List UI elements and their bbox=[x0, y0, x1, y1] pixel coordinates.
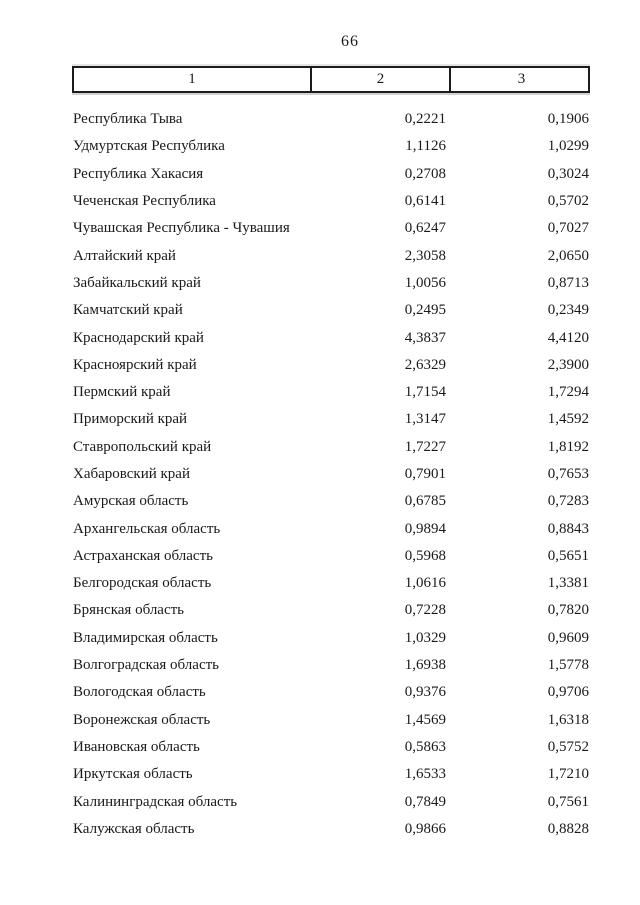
region-name: Республика Тыва bbox=[73, 111, 183, 128]
value-column-3: 2,3900 bbox=[547, 356, 589, 373]
table-row bbox=[73, 379, 589, 406]
region-name: Удмуртская Республика bbox=[73, 138, 225, 155]
region-name: Вологодская область bbox=[73, 684, 206, 701]
value-column-2: 0,7901 bbox=[404, 466, 446, 482]
value-column-3: 1,3381 bbox=[547, 575, 589, 592]
value-column-3: 0,7561 bbox=[547, 793, 589, 810]
value-column-2: 0,6141 bbox=[404, 193, 446, 210]
region-name: Волгоградская область bbox=[73, 657, 219, 674]
table-row bbox=[73, 106, 589, 133]
value-column-2: 1,0616 bbox=[404, 575, 446, 592]
value-column-3: 1,7210 bbox=[547, 766, 589, 783]
value-column-2: 1,6533 bbox=[404, 766, 446, 783]
table-row bbox=[73, 570, 589, 597]
page-number: 66 bbox=[341, 33, 359, 50]
table-row bbox=[73, 679, 589, 706]
region-name: Брянская область bbox=[73, 602, 185, 619]
table-row bbox=[73, 434, 589, 461]
value-column-2: 0,9376 bbox=[404, 684, 446, 701]
region-name: Чувашская Республика - Чувашия bbox=[73, 220, 290, 237]
value-column-3: 0,2349 bbox=[547, 302, 589, 319]
region-name: Ставропольский край bbox=[73, 438, 212, 455]
value-column-2: 1,0329 bbox=[404, 629, 446, 646]
region-name: Астраханская область bbox=[73, 547, 213, 564]
table-row bbox=[73, 597, 589, 624]
region-name: Ивановская область bbox=[73, 738, 200, 755]
value-column-2: 1,0056 bbox=[404, 274, 446, 291]
value-column-2: 1,7154 bbox=[404, 384, 446, 401]
table-row bbox=[73, 161, 589, 188]
region-name: Хабаровский край bbox=[73, 466, 190, 482]
region-name: Алтайский край bbox=[73, 247, 176, 264]
value-column-3: 1,8192 bbox=[547, 438, 589, 455]
region-name: Красноярский край bbox=[73, 356, 197, 373]
value-column-3: 4,4120 bbox=[547, 329, 589, 346]
value-column-2: 2,6329 bbox=[404, 356, 446, 373]
region-name: Иркутская область bbox=[73, 766, 193, 783]
table-row bbox=[73, 188, 589, 215]
region-name: Калужская область bbox=[73, 820, 195, 837]
value-column-3: 0,3024 bbox=[547, 165, 589, 182]
region-name: Воронежская область bbox=[73, 711, 211, 728]
value-column-2: 0,2708 bbox=[404, 165, 446, 182]
value-column-3: 0,5702 bbox=[547, 193, 589, 210]
regions-table-body bbox=[73, 106, 589, 843]
value-column-3: 0,7283 bbox=[547, 493, 589, 510]
value-column-3: 1,4592 bbox=[547, 411, 589, 428]
region-name: Амурская область bbox=[73, 493, 189, 510]
region-name: Пермский край bbox=[73, 384, 171, 401]
value-column-3: 0,1906 bbox=[547, 111, 589, 128]
value-column-2: 0,5863 bbox=[404, 738, 446, 755]
region-name: Республика Хакасия bbox=[73, 165, 204, 182]
column-header-2: 2 bbox=[310, 68, 449, 91]
value-column-2: 0,7849 bbox=[404, 793, 446, 810]
value-column-2: 1,3147 bbox=[404, 411, 446, 428]
value-column-2: 0,9866 bbox=[404, 820, 446, 837]
table-row bbox=[73, 707, 589, 734]
table-row bbox=[73, 515, 589, 542]
value-column-3: 0,9609 bbox=[547, 629, 589, 646]
table-row bbox=[73, 297, 589, 324]
region-name: Владимирская область bbox=[73, 629, 218, 646]
table-row bbox=[73, 734, 589, 761]
value-column-3: 0,5651 bbox=[547, 547, 589, 564]
value-column-2: 0,5968 bbox=[404, 547, 446, 564]
region-name: Камчатский край bbox=[73, 302, 183, 319]
region-name: Белгородская область bbox=[73, 575, 212, 592]
value-column-2: 4,3837 bbox=[404, 329, 446, 346]
value-column-3: 0,7027 bbox=[547, 220, 589, 237]
table-row bbox=[73, 133, 589, 160]
value-column-3: 1,7294 bbox=[547, 384, 589, 401]
value-column-3: 2,0650 bbox=[547, 247, 589, 264]
table-row bbox=[73, 788, 589, 815]
region-name: Приморский край bbox=[73, 411, 188, 428]
value-column-3: 0,5752 bbox=[547, 738, 589, 755]
region-name: Чеченская Республика bbox=[73, 193, 216, 210]
value-column-3: 0,8713 bbox=[547, 274, 589, 291]
value-column-3: 1,5778 bbox=[547, 657, 589, 674]
column-header-1: 1 bbox=[188, 71, 196, 87]
table-row bbox=[73, 215, 589, 242]
value-column-2: 1,7227 bbox=[404, 438, 446, 455]
column-header-3: 3 bbox=[449, 68, 592, 91]
table-row bbox=[73, 270, 589, 297]
table-row bbox=[73, 488, 589, 515]
table-row bbox=[73, 816, 589, 843]
value-column-3: 0,8843 bbox=[547, 520, 589, 537]
value-column-2: 0,2221 bbox=[404, 111, 446, 128]
value-column-2: 0,9894 bbox=[404, 520, 446, 537]
value-column-2: 2,3058 bbox=[404, 247, 446, 264]
value-column-3: 0,9706 bbox=[547, 684, 589, 701]
value-column-2: 0,6785 bbox=[404, 493, 446, 510]
value-column-3: 0,7653 bbox=[547, 466, 589, 482]
table-row bbox=[73, 461, 589, 488]
value-column-3: 0,7820 bbox=[547, 602, 589, 619]
value-column-2: 0,2495 bbox=[404, 302, 446, 319]
value-column-3: 0,8828 bbox=[547, 820, 589, 837]
table-row bbox=[73, 324, 589, 351]
value-column-2: 1,6938 bbox=[404, 657, 446, 674]
table-row bbox=[73, 543, 589, 570]
value-column-2: 0,7228 bbox=[404, 602, 446, 619]
value-column-3: 1,0299 bbox=[547, 138, 589, 155]
region-name: Калининградская область bbox=[73, 793, 238, 810]
table-row bbox=[73, 352, 589, 379]
table-row bbox=[73, 652, 589, 679]
table-row bbox=[73, 761, 589, 788]
value-column-2: 0,6247 bbox=[404, 220, 446, 237]
value-column-2: 1,4569 bbox=[404, 711, 446, 728]
region-name: Краснодарский край bbox=[73, 329, 204, 346]
table-row bbox=[73, 625, 589, 652]
table-row bbox=[73, 406, 589, 433]
column-header-table bbox=[72, 66, 590, 93]
region-name: Забайкальский край bbox=[73, 274, 201, 291]
value-column-3: 1,6318 bbox=[547, 711, 589, 728]
value-column-2: 1,1126 bbox=[405, 138, 446, 155]
region-name: Архангельская область bbox=[73, 520, 221, 537]
table-row bbox=[73, 242, 589, 269]
